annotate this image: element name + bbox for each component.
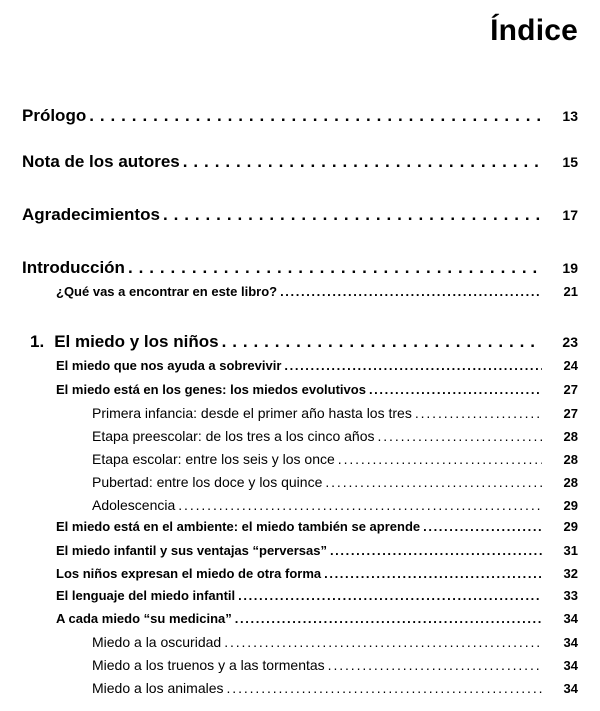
dot-leader xyxy=(415,405,542,421)
dot-leader xyxy=(338,451,542,467)
toc-entry[interactable] xyxy=(0,588,600,603)
toc-subentry[interactable] xyxy=(0,634,600,650)
toc-entry-prologo[interactable] xyxy=(0,106,600,126)
toc-entry-page: 29 xyxy=(563,498,578,513)
toc-subentry[interactable] xyxy=(0,451,600,467)
chapter-title: El miedo y los niños xyxy=(54,332,219,351)
toc-entry-page: 15 xyxy=(562,154,578,170)
toc-entry-label: Adolescencia xyxy=(92,497,176,513)
toc-entry-page: 34 xyxy=(563,658,578,673)
toc-subentry[interactable] xyxy=(0,474,600,490)
dot-leader xyxy=(227,680,542,696)
toc-subentry[interactable] xyxy=(0,428,600,444)
dot-leader xyxy=(222,332,542,352)
toc-entry-label: Miedo a los animales xyxy=(92,680,224,696)
dot-leader xyxy=(330,543,542,558)
dot-leader xyxy=(325,474,542,490)
toc-entry-label: Nota de los autores xyxy=(22,152,180,171)
toc-entry-page: 28 xyxy=(563,429,578,444)
toc-entry[interactable] xyxy=(0,543,600,558)
toc-entry-introduccion[interactable] xyxy=(0,258,600,278)
toc-subentry[interactable] xyxy=(0,405,600,421)
toc-entry-label: Miedo a la oscuridad xyxy=(92,634,222,650)
toc-entry-label: El miedo que nos ayuda a sobrevivir xyxy=(56,358,282,373)
dot-leader xyxy=(238,588,542,603)
page-title: Índice xyxy=(490,14,578,47)
toc-entry-label: El miedo infantil y sus ventajas “perversas” xyxy=(56,543,327,558)
toc-entry-page: 21 xyxy=(563,284,578,299)
chapter-number: 1. xyxy=(30,332,45,351)
toc-entry-label: Etapa escolar: entre los seis y los once xyxy=(92,451,335,467)
toc-entry-label: Etapa preescolar: de los tres a los cinco años xyxy=(92,428,375,444)
toc-subentry[interactable] xyxy=(0,680,600,696)
toc-entry-page: 29 xyxy=(563,519,578,534)
toc-entry-page: 34 xyxy=(563,681,578,696)
dot-leader xyxy=(128,258,542,278)
toc-entry-page: 32 xyxy=(563,566,578,581)
dot-leader xyxy=(163,205,542,225)
toc-entry[interactable] xyxy=(0,566,600,581)
toc-entry-page: 33 xyxy=(563,588,578,603)
dot-leader xyxy=(378,428,543,444)
toc-entry-label xyxy=(30,332,219,352)
toc-entry-label: Pubertad: entre los doce y los quince xyxy=(92,474,323,490)
toc-entry-label: ¿Qué vas a encontrar en este libro? xyxy=(56,284,278,299)
toc-entry-label: Introducción xyxy=(22,258,125,277)
toc-entry-label: Primera infancia: desde el primer año hasta los tres xyxy=(92,405,412,421)
toc-subentry[interactable] xyxy=(0,497,600,513)
toc-entry-label: Miedo a los truenos y a las tormentas xyxy=(92,657,325,673)
toc-entry-label: El miedo está en los genes: los miedos evolutivos xyxy=(56,382,366,397)
dot-leader xyxy=(324,566,542,581)
toc-entry[interactable] xyxy=(0,611,600,626)
toc-entry-page: 28 xyxy=(563,475,578,490)
dot-leader xyxy=(224,634,542,650)
toc-entry-page: 34 xyxy=(563,635,578,650)
toc-entry-page: 31 xyxy=(563,543,578,558)
toc-entry-page: 17 xyxy=(562,207,578,223)
toc-entry-nota-autores[interactable] xyxy=(0,152,600,172)
dot-leader xyxy=(423,519,542,534)
dot-leader xyxy=(328,657,542,673)
toc-chapter-1[interactable] xyxy=(0,332,600,352)
dot-leader xyxy=(235,611,542,626)
dot-leader xyxy=(183,152,542,172)
toc-entry-que-vas-a-encontrar[interactable] xyxy=(0,284,600,299)
toc-entry-agradecimientos[interactable] xyxy=(0,205,600,225)
toc-entry-label: Agradecimientos xyxy=(22,205,160,224)
toc-entry-label: Los niños expresan el miedo de otra forma xyxy=(56,566,322,581)
toc-entry[interactable] xyxy=(0,358,600,373)
dot-leader xyxy=(284,358,542,373)
toc-entry-page: 24 xyxy=(563,358,578,373)
toc-entry-page: 13 xyxy=(562,108,578,124)
toc-entry-page: 34 xyxy=(563,611,578,626)
dot-leader xyxy=(89,106,542,126)
toc-entry-page: 19 xyxy=(562,260,578,276)
toc-subentry[interactable] xyxy=(0,657,600,673)
dot-leader xyxy=(280,284,542,299)
toc-entry[interactable] xyxy=(0,519,600,534)
toc-entry-label: Prólogo xyxy=(22,106,87,125)
dot-leader xyxy=(178,497,542,513)
toc-entry-label: El miedo está en el ambiente: el miedo también se aprende xyxy=(56,519,421,534)
toc-entry[interactable] xyxy=(0,382,600,397)
toc-entry-page: 23 xyxy=(562,334,578,350)
toc-entry-page: 27 xyxy=(563,406,578,421)
toc-entry-page: 27 xyxy=(563,382,578,397)
toc-entry-page: 28 xyxy=(563,452,578,467)
toc-entry-label: A cada miedo “su medicina” xyxy=(56,611,232,626)
dot-leader xyxy=(369,382,542,397)
toc-entry-label: El lenguaje del miedo infantil xyxy=(56,588,236,603)
